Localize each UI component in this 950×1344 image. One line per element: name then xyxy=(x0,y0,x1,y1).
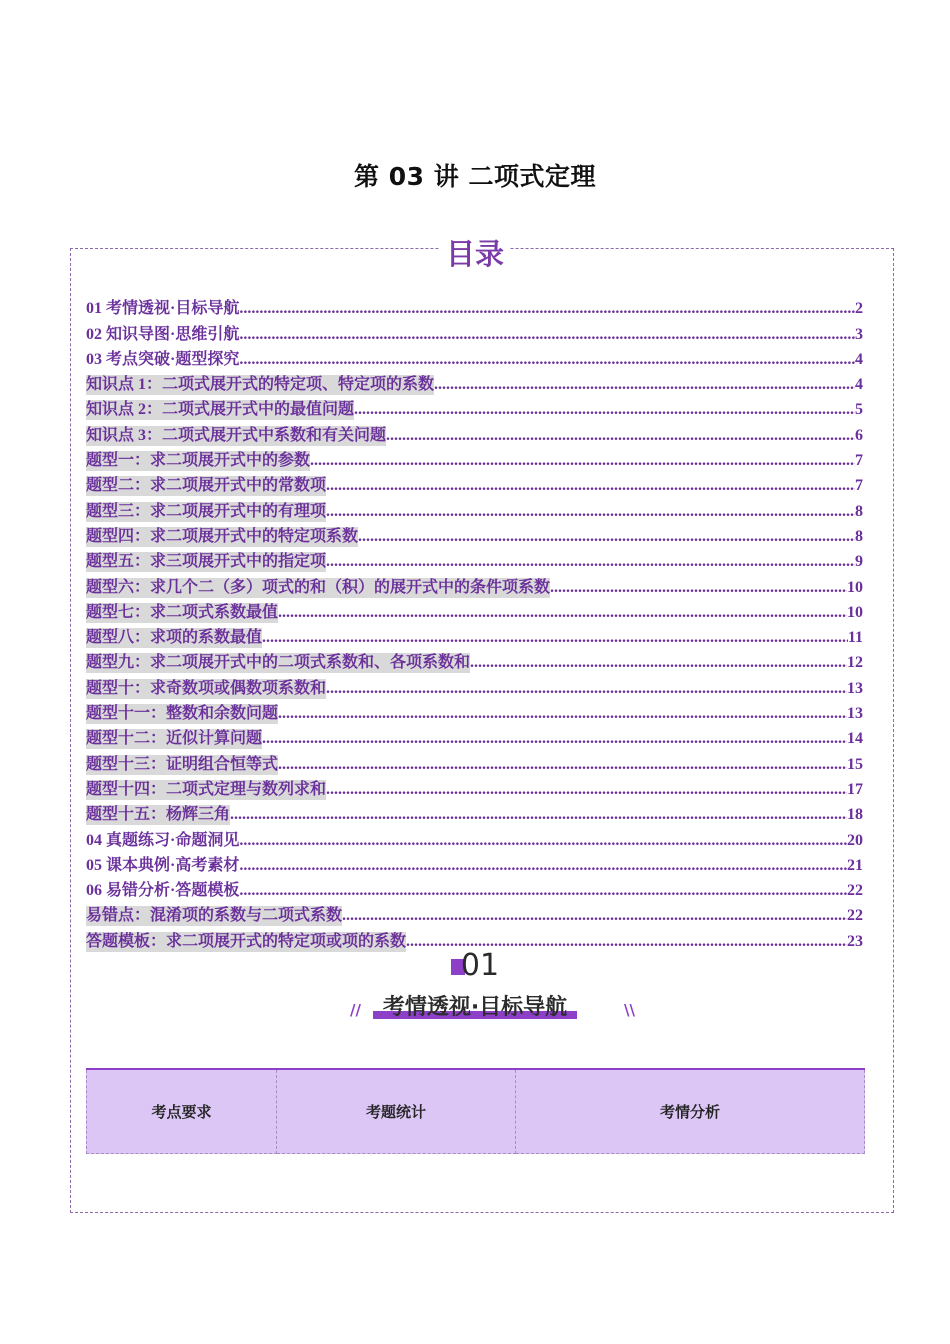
toc-leader-dots xyxy=(386,426,855,446)
table-of-contents xyxy=(86,294,863,952)
toc-leader-dots xyxy=(239,856,847,876)
toc-entry[interactable] xyxy=(86,446,863,471)
toc-entry[interactable] xyxy=(86,749,863,774)
toc-entry-page: 12 xyxy=(847,654,863,672)
toc-entry-page: 10 xyxy=(847,603,863,621)
toc-entry[interactable] xyxy=(86,345,863,370)
toc-leader-dots xyxy=(358,527,855,547)
table-header-cell: 考点要求 xyxy=(87,1069,277,1154)
toc-entry-page: 21 xyxy=(847,856,863,874)
toc-entry-page: 10 xyxy=(847,578,863,596)
toc-entry-label: 题型十四：二项式定理与数列求和 xyxy=(86,780,327,798)
section-title-text: 考情透视·目标导航 xyxy=(382,995,568,1020)
toc-entry-page: 4 xyxy=(855,350,863,368)
toc-entry-page: 11 xyxy=(847,629,863,647)
toc-entry-label: 01 考情透视·目标导航 xyxy=(86,300,240,318)
toc-leader-dots xyxy=(278,755,847,775)
toc-entry[interactable] xyxy=(86,673,863,698)
toc-entry-page: 15 xyxy=(847,755,863,773)
toc-entry-page: 17 xyxy=(847,780,863,798)
toc-entry-page: 22 xyxy=(847,882,863,900)
toc-entry[interactable] xyxy=(86,648,863,673)
toc-entry-label: 答题模板：求二项展开式的特定项或项的系数 xyxy=(86,932,407,950)
section-title-wrap xyxy=(0,990,950,1021)
table-header-cell: 考情分析 xyxy=(516,1069,865,1154)
toc-entry-page: 14 xyxy=(847,730,863,748)
toc-entry-page: 13 xyxy=(847,679,863,697)
toc-entry-label: 题型六：求几个二（多）项式的和（积）的展开式中的条件项系数 xyxy=(86,578,551,596)
toc-entry-label: 题型十：求奇数项或偶数项系数和 xyxy=(86,679,327,697)
toc-entry-page: 6 xyxy=(855,426,863,444)
toc-entry[interactable] xyxy=(86,547,863,572)
toc-leader-dots xyxy=(326,502,855,522)
toc-entry[interactable] xyxy=(86,522,863,547)
toc-entry-label: 题型十一：整数和余数问题 xyxy=(86,705,279,723)
toc-leader-dots xyxy=(326,679,847,699)
toc-leader-dots xyxy=(354,400,855,420)
toc-entry-label: 题型十五：杨辉三角 xyxy=(86,806,231,824)
toc-entry-page: 18 xyxy=(847,806,863,824)
toc-entry-label: 02 知识导图·思维引航 xyxy=(86,325,240,343)
toc-leader-dots xyxy=(470,653,847,673)
toc-entry[interactable] xyxy=(86,851,863,876)
toc-leader-dots xyxy=(310,451,855,471)
toc-entry[interactable] xyxy=(86,800,863,825)
exam-analysis-table xyxy=(86,1068,865,1154)
toc-leader-dots xyxy=(239,325,855,345)
toc-entry[interactable] xyxy=(86,395,863,420)
toc-entry-page: 8 xyxy=(855,502,863,520)
toc-entry-label: 知识点 1：二项式展开式的特定项、特定项的系数 xyxy=(86,376,435,394)
toc-leader-dots xyxy=(239,299,855,319)
toc-entry-page: 7 xyxy=(855,477,863,495)
toc-entry-label: 题型四：求二项展开式中的特定项系数 xyxy=(86,527,359,545)
toc-entry[interactable] xyxy=(86,496,863,521)
section-title xyxy=(373,990,577,1021)
toc-entry-page: 4 xyxy=(855,376,863,394)
toc-leader-dots xyxy=(326,780,847,800)
toc-leader-dots xyxy=(342,906,847,926)
toc-leader-dots xyxy=(239,350,855,370)
toc-entry-label: 题型九：求二项展开式中的二项式系数和、各项系数和 xyxy=(86,654,471,672)
section-right-mark: \\ xyxy=(624,1001,635,1019)
section-number-text: 01 xyxy=(460,948,500,983)
toc-entry-page: 2 xyxy=(855,300,863,318)
toc-entry-label: 题型八：求项的系数最值 xyxy=(86,629,263,647)
toc-entry-label: 知识点 3：二项式展开式中系数和有关问题 xyxy=(86,426,387,444)
toc-entry-label: 易错点：混淆项的系数与二项式系数 xyxy=(86,907,343,925)
toc-entry[interactable] xyxy=(86,699,863,724)
toc-entry-label: 知识点 2：二项式展开式中的最值问题 xyxy=(86,401,355,419)
toc-entry[interactable] xyxy=(86,598,863,623)
toc-entry[interactable] xyxy=(86,901,863,926)
toc-entry[interactable] xyxy=(86,370,863,395)
toc-entry-page: 5 xyxy=(855,401,863,419)
toc-leader-dots xyxy=(326,476,855,496)
toc-leader-dots xyxy=(239,831,847,851)
toc-leader-dots xyxy=(239,881,847,901)
toc-entry-page: 23 xyxy=(847,932,863,950)
toc-entry[interactable] xyxy=(86,294,863,319)
toc-entry-label: 04 真题练习·命题洞见 xyxy=(86,831,240,849)
toc-entry-page: 22 xyxy=(847,907,863,925)
table-header-cell: 考题统计 xyxy=(277,1069,516,1154)
toc-heading-text: 目录 xyxy=(440,232,510,273)
toc-leader-dots xyxy=(262,729,847,749)
toc-leader-dots xyxy=(230,805,847,825)
toc-entry-label: 05 课本典例·高考素材 xyxy=(86,856,240,874)
toc-leader-dots xyxy=(434,375,855,395)
toc-entry[interactable] xyxy=(86,420,863,445)
toc-entry-page: 7 xyxy=(855,452,863,470)
toc-entry[interactable] xyxy=(86,471,863,496)
toc-leader-dots xyxy=(278,704,847,724)
toc-entry-page: 8 xyxy=(855,527,863,545)
toc-entry-page: 13 xyxy=(847,705,863,723)
toc-entry-page: 3 xyxy=(855,325,863,343)
page-title: 第 03 讲 二项式定理 xyxy=(354,162,596,191)
toc-entry[interactable] xyxy=(86,775,863,800)
toc-entry-label: 题型三：求二项展开式中的有理项 xyxy=(86,502,327,520)
section-left-mark: // xyxy=(350,1001,361,1019)
section-number xyxy=(0,948,950,983)
toc-entry-label: 06 易错分析·答题模板 xyxy=(86,882,240,900)
toc-entry-label: 题型五：求三项展开式中的指定项 xyxy=(86,553,327,571)
table-header-row xyxy=(87,1069,865,1154)
toc-entry-label: 题型一：求二项展开式中的参数 xyxy=(86,452,311,470)
toc-entry-page: 9 xyxy=(855,553,863,571)
toc-entry-label: 题型七：求二项式系数最值 xyxy=(86,603,279,621)
toc-entry-label: 题型十二：近似计算问题 xyxy=(86,730,263,748)
toc-heading xyxy=(0,232,950,273)
toc-leader-dots xyxy=(262,628,848,648)
toc-entry-label: 03 考点突破·题型探究 xyxy=(86,350,240,368)
toc-entry[interactable] xyxy=(86,876,863,901)
toc-leader-dots xyxy=(278,603,847,623)
toc-entry[interactable] xyxy=(86,724,863,749)
toc-entry[interactable] xyxy=(86,572,863,597)
toc-leader-dots xyxy=(550,578,847,598)
toc-entry-label: 题型二：求二项展开式中的常数项 xyxy=(86,477,327,495)
toc-entry-page: 20 xyxy=(847,831,863,849)
toc-entry[interactable] xyxy=(86,825,863,850)
toc-entry[interactable] xyxy=(86,623,863,648)
toc-entry-label: 题型十三：证明组合恒等式 xyxy=(86,755,279,773)
toc-entry[interactable] xyxy=(86,319,863,344)
toc-leader-dots xyxy=(326,552,855,572)
